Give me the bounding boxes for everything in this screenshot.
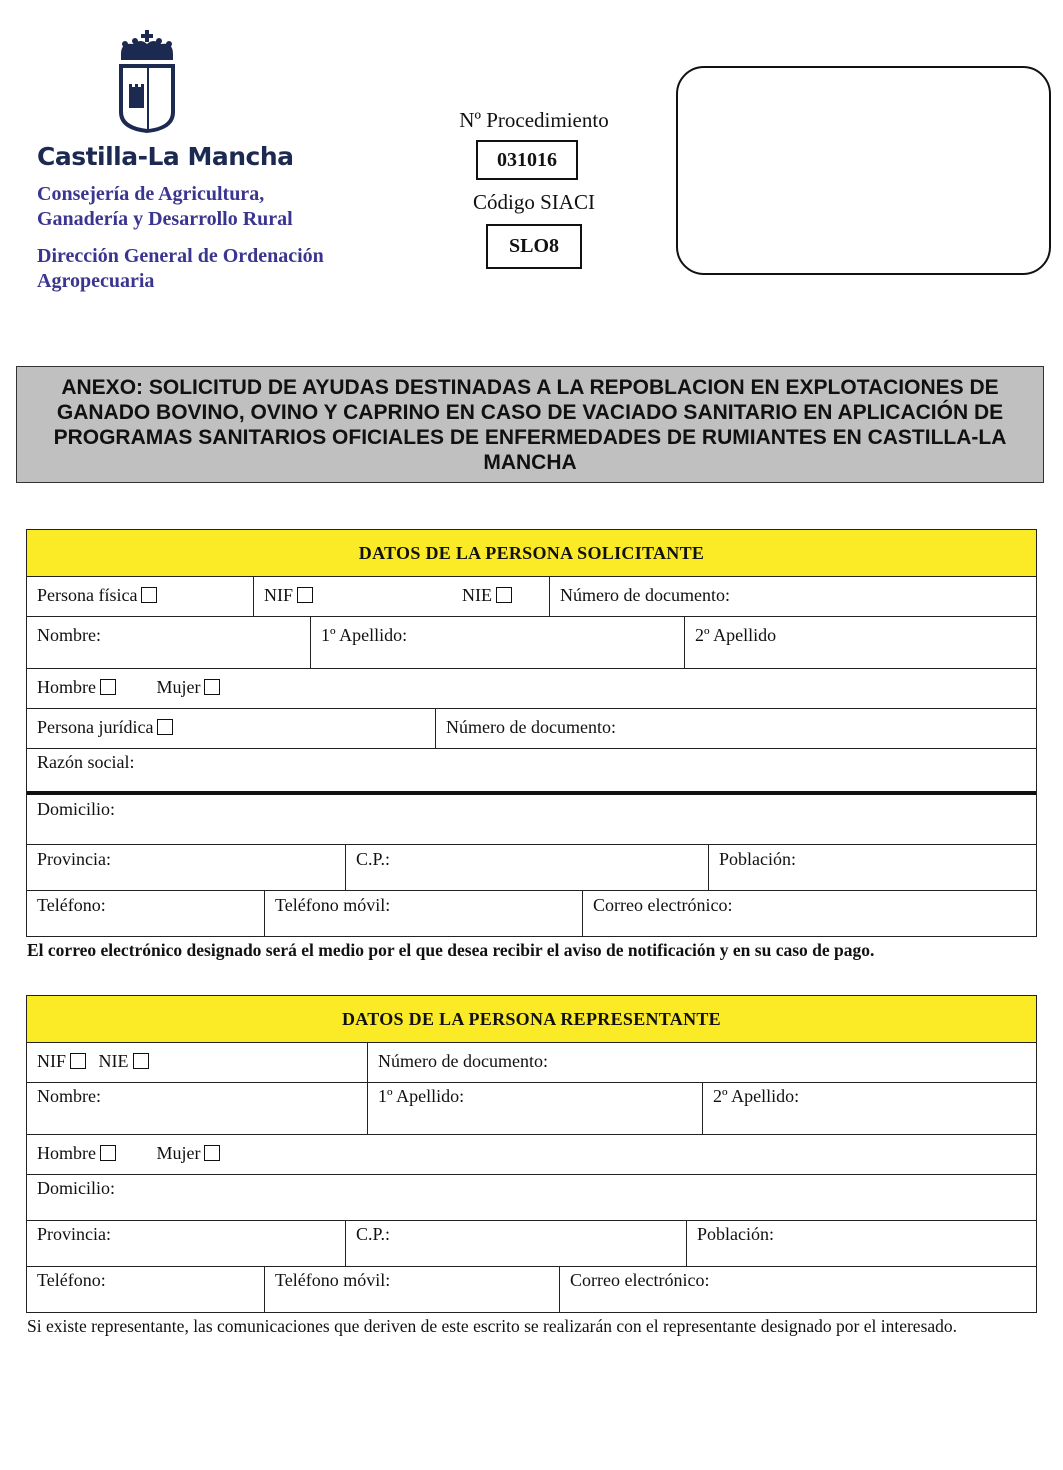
form-title: ANEXO: SOLICITUD DE AYUDAS DESTINADAS A LA REPOBLACION EN EXPLOTACIONES DE GANADO BOVINO, OVINO Y CAPRINO EN CASO DE VACIADO SANITARIO EN APLICACIÓN DE PROGRAMAS SANITARIOS OFICIALES DE ENFERMEDADES DE RUMIANTES EN CASTILLA-LA MANCHA: [16, 366, 1044, 483]
provincia-field[interactable]: [27, 845, 345, 890]
rep-domicilio-row: [27, 1175, 1036, 1221]
coat-of-arms-logo: [115, 30, 179, 134]
poblacion-field[interactable]: [708, 845, 1036, 890]
rep-contact-row: [27, 1267, 1036, 1313]
rep-sex-row: [27, 1135, 1036, 1175]
rep-correo-field[interactable]: [559, 1267, 1036, 1313]
apellido1-field[interactable]: [310, 617, 684, 668]
rep-telefono-field[interactable]: [27, 1267, 264, 1313]
document-number-label: Número de documento:: [560, 585, 730, 605]
logo-name: Castilla-La Mancha: [37, 142, 294, 171]
nombre-field[interactable]: [27, 617, 310, 668]
rep-apellido2-field[interactable]: [702, 1083, 1036, 1134]
rep-correo-label: Correo electrónico:: [570, 1270, 710, 1290]
document-number-field[interactable]: [549, 577, 1036, 616]
rep-nie-checkbox[interactable]: [133, 1053, 149, 1069]
hombre-label: Hombre: [37, 677, 96, 697]
representative-heading: DATOS DE LA PERSONA REPRESENTANTE: [27, 996, 1036, 1043]
rep-mujer-label: Mujer: [156, 1143, 201, 1163]
poblacion-label: Población:: [719, 849, 796, 869]
domicilio-field[interactable]: [27, 795, 1036, 844]
apellido2-label: 2º Apellido: [695, 625, 777, 645]
cp-field[interactable]: [345, 845, 708, 890]
persona-juridica-checkbox[interactable]: [157, 719, 173, 735]
razon-social-row: [27, 749, 1036, 795]
rep-domicilio-label: Domicilio:: [37, 1178, 115, 1198]
rep-nif-nie-field: [27, 1043, 367, 1082]
rep-poblacion-label: Población:: [697, 1224, 774, 1244]
procedure-label: Nº Procedimiento: [459, 108, 609, 132]
persona-fisica-checkbox[interactable]: [141, 587, 157, 603]
telefono-label: Teléfono:: [37, 895, 106, 915]
hombre-checkbox[interactable]: [100, 679, 116, 695]
registry-stamp-box: [676, 66, 1051, 275]
rep-nie-label: NIE: [98, 1051, 129, 1071]
persona-juridica-label: Persona jurídica: [37, 717, 154, 737]
persona-fisica-label: Persona física: [37, 585, 138, 605]
provincia-label: Provincia:: [37, 849, 111, 869]
telefono-movil-field[interactable]: [264, 891, 582, 937]
cp-label: C.P.:: [356, 849, 391, 869]
apellido1-label: 1º Apellido:: [321, 625, 408, 645]
domicilio-row: [27, 795, 1036, 845]
nie-label: NIE: [462, 585, 492, 605]
sex-field: [27, 669, 1036, 708]
applicant-email-note: El correo electrónico designado será el medio por el que desea recibir el aviso de notificación y en su caso de pago.: [27, 940, 875, 960]
rep-poblacion-field[interactable]: [686, 1221, 1036, 1266]
rep-nombre-label: Nombre:: [37, 1086, 101, 1106]
correo-field[interactable]: [582, 891, 1036, 937]
department-line2: Ganadería y Desarrollo Rural: [37, 208, 293, 230]
applicant-sex-row: [27, 669, 1036, 709]
rep-telefono-label: Teléfono:: [37, 1270, 106, 1290]
rep-apellido1-field[interactable]: [367, 1083, 702, 1134]
siaci-value: SLO8: [486, 224, 582, 269]
applicant-name-row: [27, 617, 1036, 669]
persona-fisica-field: [27, 577, 253, 616]
rep-telefono-movil-label: Teléfono móvil:: [275, 1270, 391, 1290]
applicant-heading: DATOS DE LA PERSONA SOLICITANTE: [27, 530, 1036, 577]
nif-label: NIF: [264, 585, 294, 605]
rep-nif-checkbox[interactable]: [70, 1053, 86, 1069]
document-number2-label: Número de documento:: [446, 717, 616, 737]
rep-mujer-checkbox[interactable]: [204, 1145, 220, 1161]
rep-hombre-checkbox[interactable]: [100, 1145, 116, 1161]
rep-apellido1-label: 1º Apellido:: [378, 1086, 465, 1106]
nif-checkbox[interactable]: [297, 587, 313, 603]
procedure-value: 031016: [476, 140, 578, 180]
rep-provincia-field[interactable]: [27, 1221, 345, 1266]
telefono-field[interactable]: [27, 891, 264, 937]
contact-row: [27, 891, 1036, 937]
rep-telefono-movil-field[interactable]: [264, 1267, 559, 1313]
document-number2-field[interactable]: [435, 709, 1036, 748]
applicant-section: [26, 529, 1037, 937]
mujer-label: Mujer: [156, 677, 201, 697]
rep-domicilio-field[interactable]: [27, 1175, 1036, 1220]
department-line1: Consejería de Agricultura,: [37, 183, 265, 205]
applicant-juridica-row: [27, 709, 1036, 749]
rep-document-number-field[interactable]: [367, 1043, 1036, 1082]
mujer-checkbox[interactable]: [204, 679, 220, 695]
correo-label: Correo electrónico:: [593, 895, 733, 915]
address-row: [27, 845, 1036, 891]
rep-cp-label: C.P.:: [356, 1224, 391, 1244]
rep-provincia-label: Provincia:: [37, 1224, 111, 1244]
rep-address-row: [27, 1221, 1036, 1267]
representative-note: Si existe representante, las comunicaciones que deriven de este escrito se realizarán con el representante designado por el interesado.: [27, 1316, 958, 1336]
nif-nie-field: [253, 577, 549, 616]
domicilio-label: Domicilio:: [37, 799, 115, 819]
rep-apellido2-label: 2º Apellido:: [713, 1086, 800, 1106]
telefono-movil-label: Teléfono móvil:: [275, 895, 391, 915]
directorate-line1: Dirección General de Ordenación: [37, 245, 324, 267]
representative-section: [26, 995, 1037, 1313]
persona-juridica-field: [27, 709, 435, 748]
nombre-label: Nombre:: [37, 625, 101, 645]
rep-sex-field: [27, 1135, 1036, 1174]
rep-nombre-field[interactable]: [27, 1083, 367, 1134]
applicant-id-row: [27, 577, 1036, 617]
rep-id-row: [27, 1043, 1036, 1083]
rep-nif-label: NIF: [37, 1051, 67, 1071]
siaci-label: Código SIACI: [473, 190, 595, 214]
razon-social-label: Razón social:: [37, 752, 135, 772]
razon-social-field[interactable]: [27, 749, 1036, 791]
rep-hombre-label: Hombre: [37, 1143, 96, 1163]
rep-cp-field[interactable]: [345, 1221, 686, 1266]
rep-document-number-label: Número de documento:: [378, 1051, 548, 1071]
nie-checkbox[interactable]: [496, 587, 512, 603]
directorate-line2: Agropecuaria: [37, 270, 155, 292]
apellido2-field[interactable]: [684, 617, 1036, 668]
rep-name-row: [27, 1083, 1036, 1135]
